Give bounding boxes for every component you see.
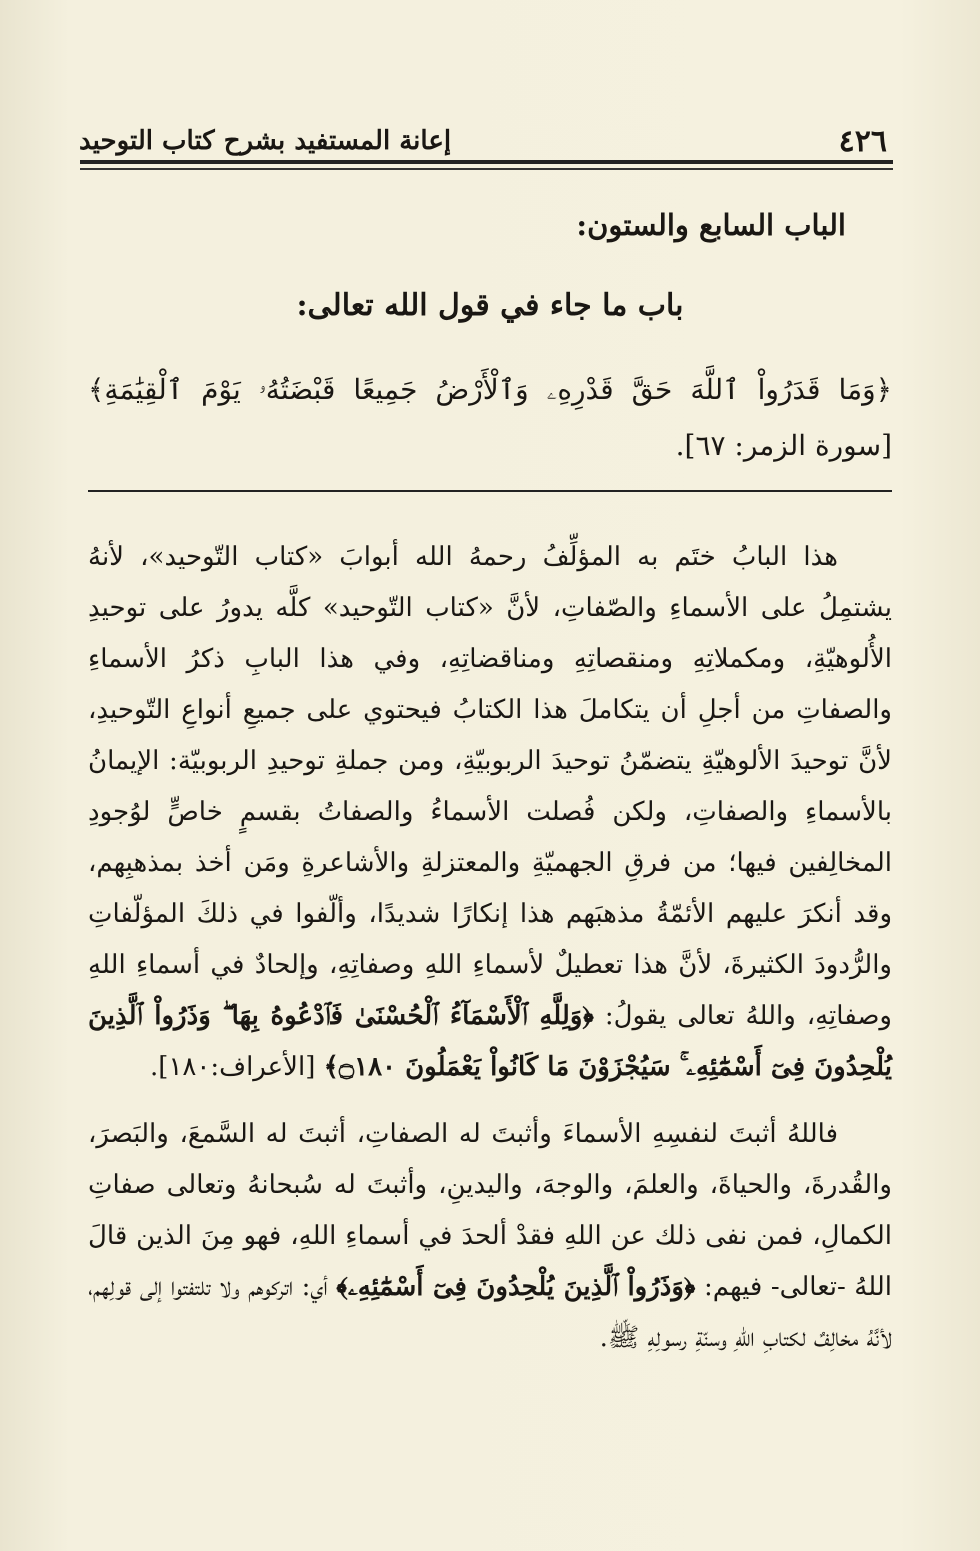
paragraph-2-text: فاللهُ أثبتَ لنفسِهِ الأسماءَ وأثبتَ له الصفاتِ، أثبتَ له السَّمعَ، والبَصرَ، والقُدرةَ، والحياةَ، والعلمَ، والوجهَ، واليدينِ، وأثبتَ له سُبحانهُ وتعالى صفاتِ الكمالِ، فمن نفى ذلك عن اللهِ فقدْ ألحدَ في أسماءِ اللهِ، فهو مِنَ الذين قالَ اللهُ -تعالى- فيهم: [88, 1119, 893, 1302]
quote-reference: [الأعراف:١٨٠]. [150, 1052, 316, 1082]
paragraph-2-ending: أي: اتركوهم ولا تلتفتوا إلى قولِهم، لأنَّهُ مخالِفٌ لكتابِ اللهِ وسنّةِ رسولِهِ ﷺ. [88, 1272, 892, 1353]
body-text [88, 532, 892, 1364]
paragraph-1 [88, 532, 892, 1093]
paragraph-2 [88, 1109, 892, 1364]
section-divider [88, 490, 892, 492]
paragraph-1-text: هذا البابُ ختَم به المؤلِّفُ رحمهُ الله أبوابَ «كتاب التّوحيد»، لأنهُ يشتمِلُ على الأسماءِ والصّفاتِ، لأنَّ «كتاب التّوحيد» كلَّه يدورُ على توحيدِ الأُلوهيّةِ، ومكملاتِهِ ومنقصاتِهِ ومناقضاتِهِ، وفي هذا البابِ ذكرُ الأسماءِ والصفاتِ من أجلِ أن يتكاملَ هذا الكتابُ فيحتوي على جميعِ أنواعِ التّوحيدِ، لأنَّ توحيدَ الألوهيّةِ يتضمّنُ توحيدَ الربوبيّةِ، ومن جملةِ توحيدِ الربوبيّة: الإيمانُ بالأسماءِ والصفاتِ، ولكن فُصلت الأسماءُ والصفاتُ بقسمٍ خاصٍّ لوُجودِ المخالِفين فيها؛ من فرقِ الجهميّةِ والمعتزلةِ والأشاعرةِ ومَن أخذ بمذهبِهم، وقد أنكرَ عليهم الأئمّةُ مذهبَهم هذا إنكارًا شديدًا، وألّفوا في ذلكَ المؤلّفاتِ والرُّدودَ الكثيرةَ، لأنَّ هذا تعطيلٌ لأسماءِ اللهِ وصفاتِهِ، وإلحادٌ في أسماءِ اللهِ وصفاتِهِ، واللهُ تعالى يقولُ: [88, 542, 892, 1031]
page-header [75, 118, 895, 160]
quran-quote-al-araf: ﴿وَلِلَّهِ ٱلْأَسْمَآءُ ٱلْحُسْنَىٰ فَٱدْعُوهُ بِهَا ۖ وَذَرُواْ ٱلَّذِينَ يُلْحِدُونَ فِىٓ أَسْمَٰٓئِهِۦ ۚ سَيُجْزَوْنَ مَا كَانُواْ يَعْمَلُونَ ۝١٨٠﴾ [88, 1001, 892, 1082]
quran-quote-short: ﴿وَذَرُواْ ٱلَّذِينَ يُلْحِدُونَ فِىٓ أَسْمَٰٓئِهِۦ﴾ [336, 1272, 696, 1302]
chapter-verse: ﴿وَمَا قَدَرُواْ ٱللَّهَ حَقَّ قَدْرِهِۦ وَٱلْأَرْضُ جَمِيعًا قَبْضَتُهُۥ يَوْمَ ٱلْقِيَٰمَةِ﴾ [سورة الزمر: ٦٧]. [88, 373, 892, 462]
chapter-title: باب ما جاء في قول الله تعالى: [296, 288, 684, 323]
running-title: إعانة المستفيد بشرح كتاب التوحيد [79, 126, 452, 156]
page-number: ٤٢٦ [838, 124, 887, 159]
header-rule-thick [80, 160, 893, 164]
chapter-number: الباب السابع والستون: [576, 208, 846, 242]
header-rule-thin [80, 168, 893, 170]
